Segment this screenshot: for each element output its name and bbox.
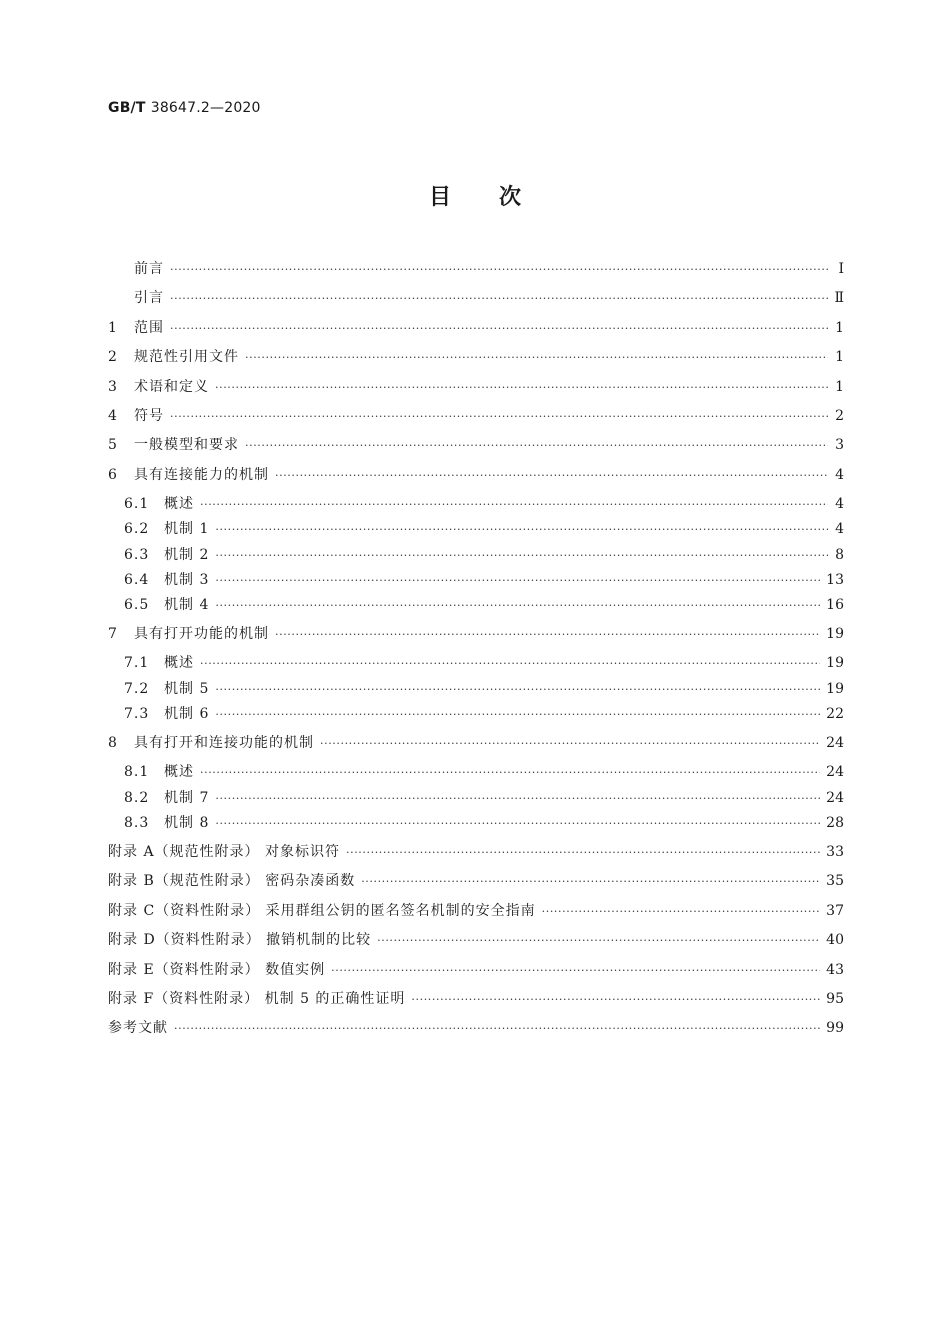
toc-entry-page: 33: [826, 843, 844, 860]
toc-entry-number: 4: [108, 407, 118, 424]
toc-leader-dots: [174, 1022, 820, 1035]
toc-leader-dots: [411, 993, 820, 1006]
toc-leader-dots: [170, 292, 828, 305]
toc-entry-title: 机制 5: [164, 680, 210, 697]
toc-leader-dots: [542, 905, 821, 918]
toc-entry-page: 2: [835, 407, 844, 424]
toc-entry-label: [124, 544, 209, 564]
standard-number: 38647.2—2020: [150, 100, 261, 116]
toc-entry-label: [108, 841, 340, 861]
toc-leader-dots: [215, 549, 828, 562]
toc-entry-label: [108, 346, 239, 366]
toc-subentry[interactable]: [108, 761, 844, 786]
toc-entry[interactable]: [108, 405, 844, 434]
toc-entry[interactable]: [108, 434, 844, 463]
toc-entry-label: [124, 652, 194, 672]
toc-entry-label: [124, 569, 209, 589]
toc-entry-title: 附录 D（资料性附录） 撤销机制的比较: [108, 932, 372, 949]
toc-entry-number: 7.3: [124, 705, 150, 722]
toc-entry-number: 5: [108, 437, 118, 454]
toc-entry-title: 机制 4: [164, 596, 210, 613]
toc-entry-page: 19: [826, 626, 844, 643]
toc-leader-dots: [275, 469, 828, 482]
toc-leader-dots: [215, 708, 820, 721]
toc-entry-title: 前言: [134, 261, 164, 277]
toc-leader-dots: [320, 737, 820, 750]
toc-entry-page: 40: [826, 932, 844, 949]
toc-entry-page: 37: [826, 902, 844, 919]
toc-entry-number: 8: [108, 735, 118, 752]
toc-entry-label: [108, 376, 209, 396]
toc-entry-label: [108, 434, 239, 454]
toc-entry-number: 7.1: [124, 655, 150, 672]
toc-entry-number: 7.2: [124, 680, 150, 697]
toc-entry-page: 8: [835, 546, 844, 563]
toc-subentry[interactable]: [108, 787, 844, 812]
toc-entry-title: 规范性引用文件: [134, 349, 239, 366]
toc-leader-dots: [215, 381, 828, 394]
toc-entry-page: 24: [826, 789, 844, 806]
toc-entry[interactable]: [108, 732, 844, 761]
toc-leader-dots: [245, 351, 828, 364]
toc-entry-number: 6.3: [124, 546, 150, 563]
toc-subentry[interactable]: [108, 493, 844, 518]
toc-entry-page: 16: [826, 596, 844, 613]
toc-entry-page: 35: [826, 873, 844, 890]
toc-leader-dots: [361, 875, 820, 888]
toc-entry[interactable]: [108, 287, 844, 316]
toc-entry-page: 4: [835, 496, 844, 513]
toc-entry-title: 附录 A（规范性附录） 对象标识符: [108, 843, 341, 860]
toc-entry-label: [108, 464, 269, 484]
toc-entry-number: 6.1: [124, 496, 150, 513]
toc-entry-label: [108, 405, 164, 425]
toc-entry-annex-b[interactable]: [108, 870, 844, 899]
toc-entry-title: 附录 E（资料性附录） 数值实例: [108, 961, 326, 978]
toc-entry-annex-e[interactable]: [108, 959, 844, 988]
toc-entry-label: [124, 703, 209, 723]
toc-leader-dots: [215, 817, 820, 830]
toc-leader-dots: [170, 322, 828, 335]
toc-entry-label: [124, 518, 209, 538]
toc-entry-page: 1: [835, 349, 844, 366]
toc-entry-bibliography[interactable]: [108, 1017, 844, 1046]
toc-entry-label: [108, 929, 371, 949]
toc-entry-page: 19: [826, 680, 844, 697]
toc-entry-label: [124, 812, 209, 832]
toc-entry-annex-f[interactable]: [108, 988, 844, 1017]
toc-leader-dots: [200, 766, 820, 779]
toc-entry-page: 24: [826, 764, 844, 781]
toc-entry-number: 8.1: [124, 764, 150, 781]
toc-leader-dots: [200, 498, 828, 511]
toc-subentry[interactable]: [108, 544, 844, 569]
toc-subentry[interactable]: [108, 569, 844, 594]
toc-entry-annex-c[interactable]: [108, 900, 844, 929]
toc-entry-label: [124, 761, 194, 781]
toc-entry-page: 19: [826, 655, 844, 672]
toc-subentry[interactable]: [108, 812, 844, 837]
toc-entry-title: 机制 1: [164, 521, 210, 538]
toc-entry-page: 13: [826, 571, 844, 588]
toc-title: 目次: [428, 185, 569, 210]
toc-entry-label: [108, 900, 536, 920]
toc-entry-number: 7: [108, 626, 118, 643]
toc-leader-dots: [170, 263, 828, 276]
toc-entry-title: 附录 B（规范性附录） 密码杂凑函数: [108, 873, 356, 890]
toc-entry-page: 1: [835, 319, 844, 336]
toc-entry-page: 3: [835, 437, 844, 454]
toc-entry-title: 一般模型和要求: [134, 437, 239, 454]
toc-entry-title: 概述: [164, 655, 194, 672]
toc-entry[interactable]: [108, 623, 844, 652]
toc-entry-title: 范围: [134, 319, 164, 336]
toc-subentry[interactable]: [108, 594, 844, 619]
table-of-contents: [108, 258, 844, 1047]
toc-entry-annex-a[interactable]: [108, 841, 844, 870]
toc-entry-title: 附录 F（资料性附录） 机制 5 的正确性证明: [108, 990, 406, 1007]
toc-entry-label: [124, 678, 209, 698]
toc-entry-label: [108, 870, 355, 890]
toc-leader-dots: [215, 574, 820, 587]
toc-entry-label: [108, 258, 164, 278]
toc-entry-title: 具有打开和连接功能的机制: [134, 735, 314, 752]
toc-entry-title: 引言: [134, 290, 164, 307]
toc-entry-page: 28: [826, 814, 844, 831]
toc-entry-title: 参考文献: [108, 1020, 168, 1037]
toc-entry-label: [108, 623, 269, 643]
toc-subentry[interactable]: [108, 652, 844, 677]
toc-entry-label: [108, 1017, 168, 1037]
toc-entry-page: 4: [835, 466, 844, 483]
toc-subentry[interactable]: [108, 703, 844, 728]
toc-entry-title: 具有连接能力的机制: [134, 466, 269, 483]
toc-subentry[interactable]: [108, 518, 844, 543]
toc-leader-dots: [331, 964, 820, 977]
toc-leader-dots: [215, 792, 820, 805]
toc-entry-title: 附录 C（资料性附录） 采用群组公钥的匿名签名机制的安全指南: [108, 902, 536, 919]
toc-leader-dots: [215, 599, 820, 612]
toc-entry-page: 24: [826, 735, 844, 752]
toc-entry-number: 2: [108, 349, 118, 366]
toc-entry-label: [124, 493, 194, 513]
toc-entry-number: 6.5: [124, 596, 150, 613]
toc-leader-dots: [275, 628, 820, 641]
toc-entry-title: 具有打开功能的机制: [134, 626, 269, 643]
standard-prefix: GB/T: [108, 100, 146, 116]
toc-entry-number: 6.2: [124, 521, 150, 538]
toc-entry-title: 机制 6: [164, 705, 210, 722]
toc-entry-number: 6: [108, 466, 118, 483]
toc-entry-page: Ⅱ: [834, 290, 844, 307]
toc-leader-dots: [215, 683, 820, 696]
toc-entry-page: 95: [826, 990, 844, 1007]
toc-leader-dots: [215, 523, 828, 536]
toc-leader-dots: [346, 846, 820, 859]
toc-entry-title: 符号: [134, 407, 164, 424]
toc-entry[interactable]: [108, 346, 844, 375]
toc-entry-page: 1: [835, 378, 844, 395]
toc-entry-label: [108, 317, 164, 337]
toc-entry[interactable]: [108, 317, 844, 346]
toc-leader-dots: [200, 657, 820, 670]
toc-entry-page: 99: [826, 1020, 844, 1037]
toc-leader-dots: [170, 410, 828, 423]
toc-leader-dots: [377, 934, 820, 947]
toc-entry-label: [108, 732, 314, 752]
standard-code: [108, 100, 261, 116]
toc-entry-title: 概述: [164, 496, 194, 513]
toc-entry-label: [108, 988, 405, 1008]
toc-entry-label: [124, 594, 209, 614]
toc-entry-label: [108, 287, 164, 307]
toc-entry-title: 机制 7: [164, 789, 210, 806]
toc-entry-title: 机制 3: [164, 571, 210, 588]
toc-leader-dots: [245, 439, 828, 452]
toc-entry[interactable]: [108, 258, 844, 287]
toc-entry-page: 43: [826, 961, 844, 978]
toc-entry-title: 概述: [164, 764, 194, 781]
toc-entry-title: 机制 2: [164, 546, 210, 563]
toc-entry-number: 8.2: [124, 789, 150, 806]
toc-entry-page: 22: [826, 705, 844, 722]
toc-entry[interactable]: [108, 376, 844, 405]
toc-entry-title: 术语和定义: [134, 378, 209, 395]
toc-entry-page: 4: [835, 521, 844, 538]
toc-entry-label: [124, 787, 209, 807]
toc-entry-page: Ⅰ: [838, 261, 844, 277]
toc-entry-title: 机制 8: [164, 814, 210, 831]
toc-subentry[interactable]: [108, 678, 844, 703]
toc-entry-number: 1: [108, 319, 118, 336]
toc-entry-number: 3: [108, 378, 118, 395]
toc-entry-number: 6.4: [124, 571, 150, 588]
toc-entry-number: 8.3: [124, 814, 150, 831]
toc-entry-label: [108, 959, 325, 979]
toc-entry[interactable]: [108, 464, 844, 493]
toc-entry-annex-d[interactable]: [108, 929, 844, 958]
